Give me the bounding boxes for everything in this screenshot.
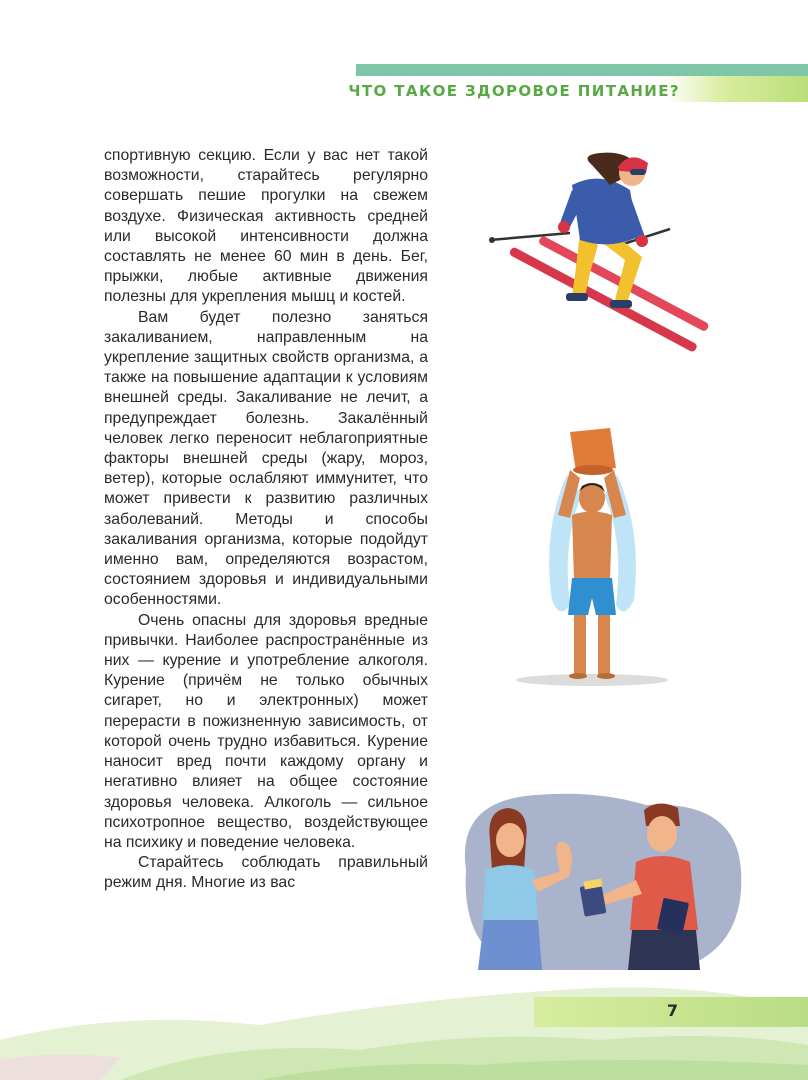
section-title: ЧТО ТАКОЕ ЗДОРОВОЕ ПИТАНИЕ? [348, 82, 680, 100]
body-text [104, 146, 428, 894]
girl-refusing-cigarettes-illustration [446, 780, 746, 980]
paragraph-1: спортивную секцию. Если у вас нет такой возможности, старайтесь регулярно совершать пешие прогулки на свежем воздухе. Физическая активность средней или высокой интенсивности должна составлять не менее 60 мин в день. Бег, прыжки, любые активные движения полезны для укрепления мышц и костей. [104, 147, 428, 306]
paragraph-2: Вам будет полезно заняться закаливанием, направленным на укрепление защитных свойств организма, а также на повышение адаптации к условиям внешней среды. Закаливание не лечит, а предупреждает болезнь. Закалённый человек легко переносит неблагоприятные факторы внешней среды (жару, мороз, ветер), которые ослабляют иммунитет, что может привести к развитию различных заболеваний. Методы и способы закаливания организма, которые подойдут именно вам, определяются возрастом, состоянием здоровья и индивидуальными особенностями. [104, 308, 428, 609]
header-band-top [356, 64, 808, 76]
paragraph-3: Очень опасны для здоровья вредные привычки. Наиболее распространённые из них — курение и употребление алкоголя. Курение (причём не только обычных сигарет, но и электронных) может перерасти в пожизненную зависимость, от которой очень трудно избавиться. Курение наносит вред почти каждому органу и негативно влияет на общее состояние здоровья человека. Алкоголь — сильное психотропное вещество, воздействующее на психику и поведение человека. [104, 611, 428, 851]
man-pouring-water-illustration [512, 420, 672, 690]
page-number: 7 [666, 1001, 678, 1020]
skier-illustration [480, 145, 710, 355]
paragraph-4: Старайтесь соблюдать правильный режим дня. Многие из вас [104, 854, 428, 892]
